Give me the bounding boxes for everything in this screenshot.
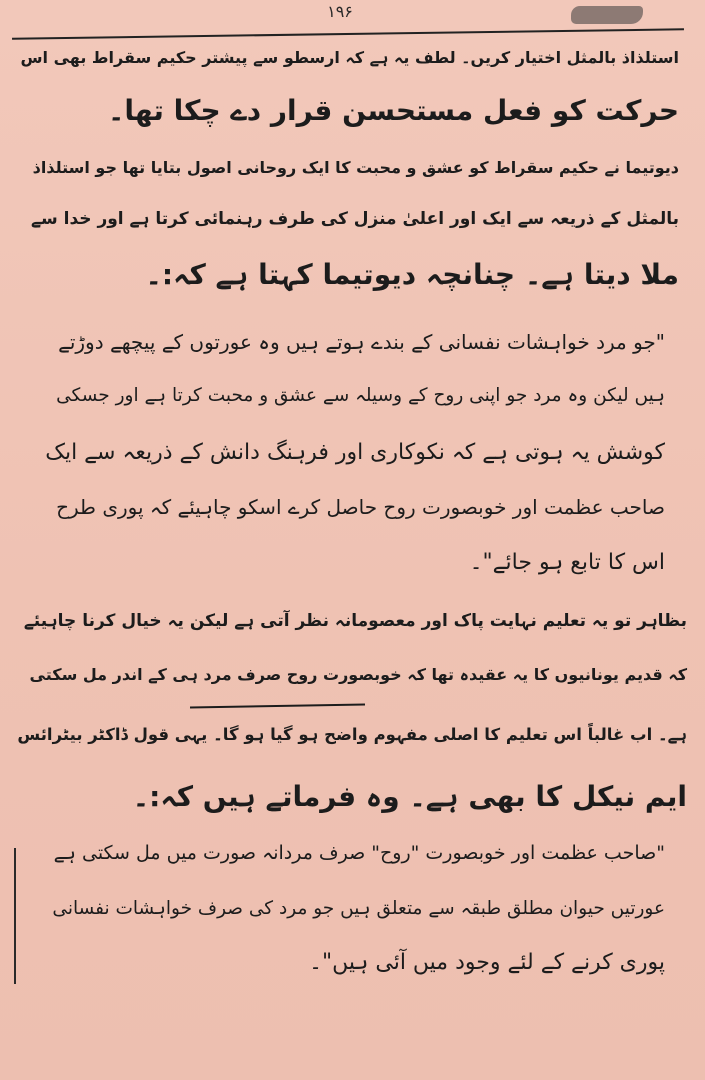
quote-margin-bar bbox=[14, 848, 16, 984]
text-line: بظاہر تو یہ تعلیم نہایت پاک اور معصومانہ نظر آتی ہے لیکن یہ خیال کرنا چاہیئے bbox=[23, 611, 687, 631]
ink-smudge-mark bbox=[571, 6, 643, 24]
quote-line: صاحب عظمت اور خوبصورت روح حاصل کرے اسکو چاہیئے کہ پوری طرح bbox=[56, 495, 665, 519]
quote-line: پوری کرنے کے لئے وجود میں آئی ہیں"۔ bbox=[309, 950, 665, 975]
underline-mark bbox=[190, 703, 365, 708]
quote-line: کوشش یہ ہوتی ہے کہ نکوکاری اور فرہنگ دانش کے ذریعہ سے ایک bbox=[45, 440, 665, 465]
text-line: دیوتیما نے حکیم سقراط کو عشق و محبت کا ایک روحانی اصول بتایا تھا جو استلذاذ bbox=[32, 158, 679, 177]
quote-line: "جو مرد خواہشات نفسانی کے بندے ہوتے ہیں وہ عورتوں کے پیچھے دوڑتے bbox=[58, 330, 665, 354]
page-number: ۱۹۶ bbox=[327, 2, 353, 21]
quote-line: ہیں لیکن وہ مرد جو اپنی روح کے وسیلہ سے عشق و محبت کرتا ہے اور جسکی bbox=[56, 385, 665, 406]
quote-line: اس کا تابع ہو جائے"۔ bbox=[469, 550, 665, 575]
quote-line: عورتیں حیوان مطلق طبقہ سے متعلق ہیں جو مرد کی صرف خواہشات نفسانی bbox=[52, 898, 665, 919]
text-line: ہے۔ اب غالباً اس تعلیم کا اصلی مفہوم واضح ہو گیا ہو گا۔ یہی قول ڈاکٹر بیٹرائس bbox=[17, 725, 687, 744]
text-line: حرکت کو فعل مستحسن قرار دے چکا تھا۔ bbox=[108, 94, 679, 127]
quote-line: "صاحب عظمت اور خوبصورت "روح" صرف مردانہ صورت میں مل سکتی ہے bbox=[53, 842, 665, 864]
text-line: ایم نیکل کا بھی ہے۔ وہ فرماتے ہیں کہ:۔ bbox=[132, 780, 687, 813]
text-line: بالمثل کے ذریعہ سے ایک اور اعلیٰ منزل کی طرف رہنمائی کرتا ہے اور خدا سے bbox=[31, 209, 679, 229]
text-line: ملا دیتا ہے۔ چنانچہ دیوتیما کہتا ہے کہ:۔ bbox=[145, 258, 679, 291]
text-line: کہ قدیم یونانیوں کا یہ عقیدہ تھا کہ خوبصورت روح صرف مرد ہی کے اندر مل سکتی bbox=[29, 665, 687, 684]
header-rule bbox=[12, 28, 684, 39]
text-line: استلذاذ بالمثل اختیار کریں۔ لطف یہ ہے کہ ارسطو سے پیشتر حکیم سقراط بھی اس bbox=[20, 48, 679, 67]
